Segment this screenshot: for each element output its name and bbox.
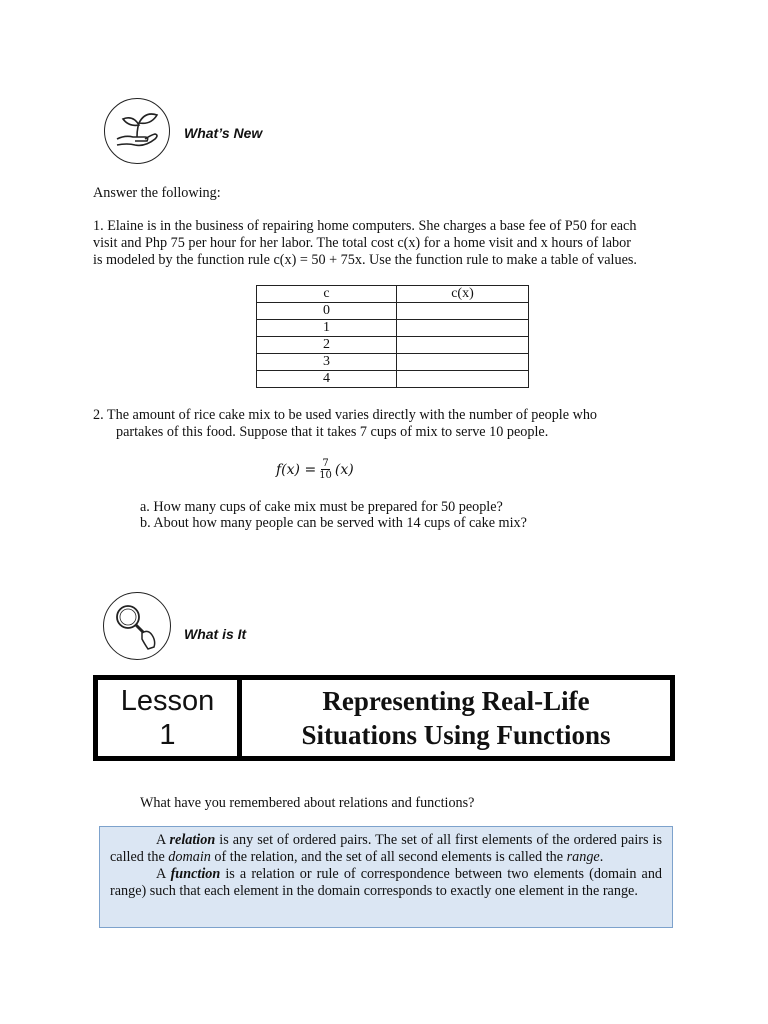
question-1-line-3: is modeled by the function rule c(x) = 50 + 75x. Use the function rule to make a table of values. <box>93 252 637 268</box>
table-cell[interactable] <box>397 371 529 388</box>
magnifying-glass-icon <box>103 592 171 660</box>
section-title-whats-new: What’s New <box>184 125 263 141</box>
text-span: A <box>156 866 171 882</box>
formula-rhs: (x) <box>334 461 354 478</box>
lesson-number: 1 <box>159 719 176 751</box>
direct-variation-formula <box>276 458 354 481</box>
range-term: range <box>566 849 600 865</box>
fraction-denominator: 10 <box>319 470 332 481</box>
definitions-box <box>99 826 673 928</box>
formula-lhs: f(x) = <box>276 461 317 478</box>
section-title-what-is-it: What is It <box>184 626 247 642</box>
lesson-label-cell <box>98 680 242 756</box>
table-header-cx: c(x) <box>397 286 529 303</box>
question-2-line-2: partakes of this food. Suppose that it takes 7 cups of mix to serve 10 people. <box>116 424 549 440</box>
table-header-row <box>257 286 529 303</box>
function-term: function <box>170 866 221 882</box>
review-question: What have you remembered about relations and functions? <box>140 795 475 811</box>
text-span: is any set of ordered pairs. The set of all first elements of the ordered pairs is called the <box>110 832 662 865</box>
table-cell[interactable] <box>397 337 529 354</box>
intro-text: Answer the following: <box>93 185 221 201</box>
table-header-c: c <box>257 286 397 303</box>
table-row <box>257 303 529 320</box>
text-span: is a relation or rule of correspondence between two elements (domain and range) such that each element in the domain corresponds to exactly one element in the range. <box>110 866 663 899</box>
table-row <box>257 337 529 354</box>
lesson-title-cell <box>242 680 670 756</box>
text-span: A <box>156 832 170 848</box>
table-cell: 0 <box>257 303 397 320</box>
table-cell: 3 <box>257 354 397 371</box>
question-2-line-1: 2. The amount of rice cake mix to be used varies directly with the number of people who <box>93 407 598 423</box>
table-cell[interactable] <box>397 303 529 320</box>
table-row <box>257 354 529 371</box>
table-row <box>257 371 529 388</box>
question-1-line-1: 1. Elaine is in the business of repairing home computers. She charges a base fee of P50 for each <box>93 218 637 234</box>
fraction-numerator: 7 <box>322 458 329 469</box>
question-2a: a. How many cups of cake mix must be prepared for 50 people? <box>140 499 503 515</box>
table-cell[interactable] <box>397 320 529 337</box>
lesson-header <box>93 675 675 761</box>
table-row <box>257 320 529 337</box>
text-span: . <box>599 849 604 865</box>
table-cell: 4 <box>257 371 397 388</box>
question-1-line-2: visit and Php 75 per hour for her labor. The total cost c(x) for a home visit and x hours of labor <box>93 235 631 251</box>
lesson-title-line-2: Situations Using Functions <box>301 720 611 750</box>
domain-term: domain <box>168 849 211 865</box>
text-span: of the relation, and the set of all second elements is called the <box>210 849 567 865</box>
relation-definition <box>110 832 662 866</box>
lesson-title-line-1: Representing Real-Life <box>322 686 590 716</box>
table-of-values <box>256 285 529 388</box>
table-cell: 1 <box>257 320 397 337</box>
function-definition <box>110 866 662 900</box>
formula-fraction <box>319 458 332 481</box>
table-cell: 2 <box>257 337 397 354</box>
table-cell[interactable] <box>397 354 529 371</box>
question-2b: b. About how many people can be served with 14 cups of cake mix? <box>140 515 527 531</box>
plant-in-hand-icon <box>104 98 170 164</box>
lesson-label: Lesson <box>120 685 215 717</box>
relation-term: relation <box>169 832 216 848</box>
